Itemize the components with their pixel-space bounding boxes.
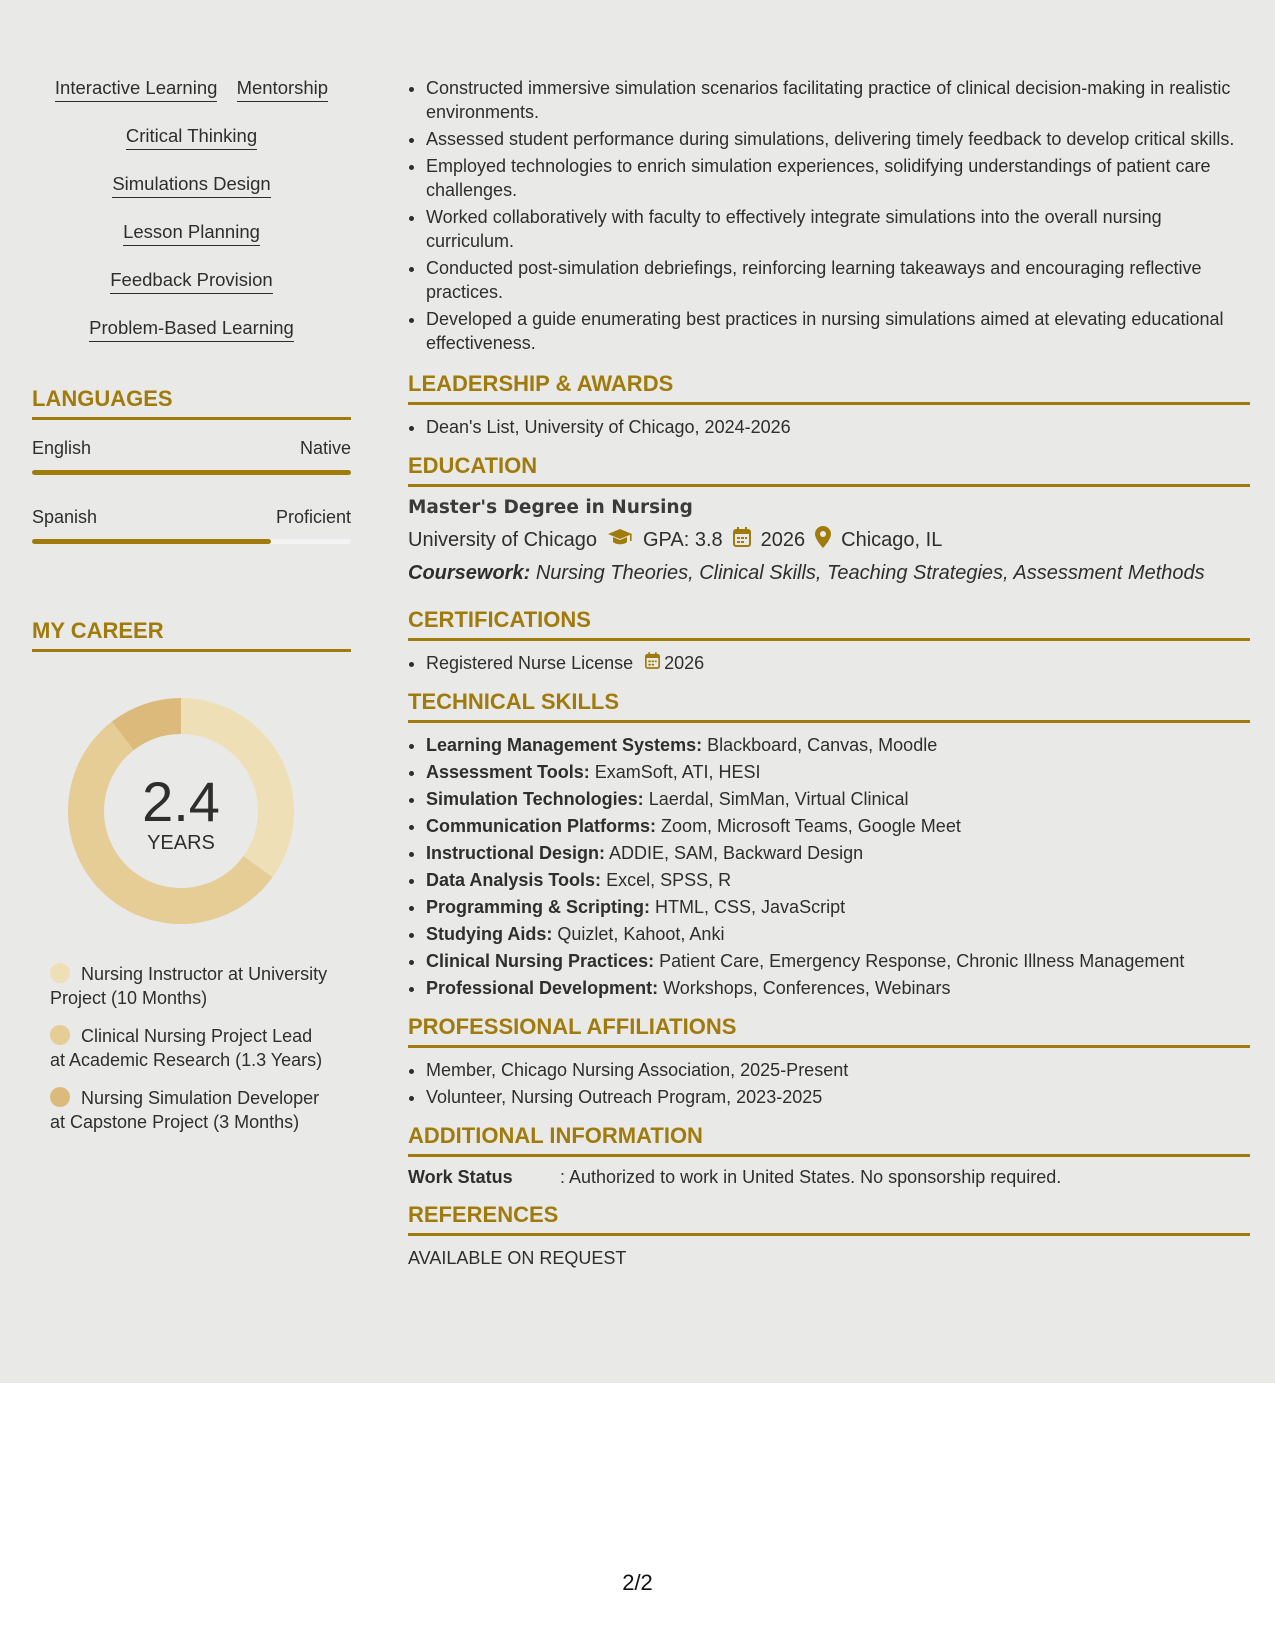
calendar-icon [645, 651, 660, 675]
right-column [408, 76, 1250, 1269]
skill-category: Learning Management Systems: [426, 735, 703, 755]
education-degree: Master's Degree in Nursing [408, 497, 693, 518]
affiliations-section [408, 1014, 1250, 1109]
skill-values: Quizlet, Kahoot, Anki [557, 924, 725, 944]
references-title: REFERENCES [408, 1202, 1250, 1236]
work-status-value: : Authorized to work in United States. No sponsorship required. [560, 1167, 1062, 1187]
coursework-label: Coursework: [408, 562, 531, 584]
graduation-cap-icon [607, 528, 633, 552]
language-item [32, 436, 351, 475]
technical-skill-item [426, 868, 1250, 892]
language-bar [32, 539, 351, 544]
education-coursework [408, 562, 1250, 585]
legend-dot [50, 1025, 70, 1045]
references-text: AVAILABLE ON REQUEST [408, 1248, 627, 1268]
certifications-title: CERTIFICATIONS [408, 607, 1250, 641]
legend-label: Nursing Instructor at University Project (10 Months) [50, 964, 328, 1008]
skill-row [32, 268, 351, 294]
skill-tag: Simulations Design [112, 172, 270, 198]
legend-label: Nursing Simulation Developer at Capstone Project (3 Months) [50, 1088, 320, 1132]
language-bar-fill [32, 539, 271, 544]
legend-item [50, 1086, 330, 1134]
certifications-section [408, 607, 1250, 675]
skill-category: Data Analysis Tools: [426, 870, 602, 890]
skill-values: Blackboard, Canvas, Moodle [707, 735, 938, 755]
language-item [32, 505, 351, 544]
technical-skill-item [426, 760, 1250, 784]
language-level: Native [299, 438, 351, 458]
career-donut [66, 696, 296, 926]
skill-tag: Feedback Provision [110, 268, 272, 294]
technical-skills-list [408, 733, 1250, 1000]
technical-skill-item [426, 976, 1250, 1000]
page-number: 2/2 [622, 1570, 653, 1595]
technical-skill-item [426, 814, 1250, 838]
skill-row [32, 76, 351, 102]
skill-values: ADDIE, SAM, Backward Design [609, 843, 864, 863]
skill-row [32, 124, 351, 150]
skill-category: Studying Aids: [426, 924, 553, 944]
skill-values: HTML, CSS, JavaScript [655, 897, 846, 917]
technical-skills-title: TECHNICAL SKILLS [408, 689, 1250, 723]
skill-tag: Critical Thinking [126, 124, 257, 150]
technical-skill-item [426, 841, 1250, 865]
skill-values: Patient Care, Emergency Response, Chronic Illness Management [659, 951, 1185, 971]
experience-bullet: • Conducted post-simulation debriefings, reinforcing learning takeaways and encouraging reflective practices. [426, 256, 1250, 304]
language-level: Proficient [275, 507, 351, 527]
calendar-icon [733, 527, 751, 553]
leadership-title: LEADERSHIP & AWARDS [408, 371, 1250, 405]
language-name: Spanish [32, 507, 98, 527]
language-bar-fill [32, 470, 351, 475]
education-school: University of Chicago [408, 528, 597, 551]
work-status-row [408, 1167, 1250, 1188]
experience-bullet: • Developed a guide enumerating best practices in nursing simulations aimed at elevating educational effectiveness. [426, 307, 1250, 355]
experience-bullet: • Constructed immersive simulation scenarios facilitating practice of clinical decision-making in realistic environments. [426, 76, 1250, 124]
references-section [408, 1202, 1250, 1269]
technical-skill-item [426, 733, 1250, 757]
skill-row [32, 220, 351, 246]
skill-values: ExamSoft, ATI, HESI [594, 762, 761, 782]
technical-skill-item [426, 787, 1250, 811]
skill-category: Clinical Nursing Practices: [426, 951, 655, 971]
skill-tag: Mentorship [237, 76, 329, 102]
certification-year: 2026 [664, 653, 705, 673]
certification-item [426, 651, 1250, 675]
location-pin-icon [815, 526, 831, 554]
skill-category: Assessment Tools: [426, 762, 590, 782]
experience-bullet: • Assessed student performance during simulations, delivering timely feedback to develop critical skills. [426, 127, 1250, 151]
technical-skill-item [426, 895, 1250, 919]
affiliations-title: PROFESSIONAL AFFILIATIONS [408, 1014, 1250, 1048]
skill-tag: Interactive Learning [55, 76, 218, 102]
legend-item [50, 1024, 330, 1072]
education-year: 2026 [760, 528, 806, 551]
languages-title: LANGUAGES [32, 386, 351, 420]
skill-values: Zoom, Microsoft Teams, Google Meet [661, 816, 961, 836]
additional-info-section [408, 1123, 1250, 1188]
career-legend [50, 962, 330, 1134]
additional-info-title: ADDITIONAL INFORMATION [408, 1123, 1250, 1157]
career-title: MY CAREER [32, 618, 351, 652]
skill-category: Communication Platforms: [426, 816, 657, 836]
legend-dot [50, 1087, 70, 1107]
technical-skill-item [426, 949, 1250, 973]
education-title: EDUCATION [408, 453, 1250, 487]
affiliation-item: • Volunteer, Nursing Outreach Program, 2023-2025 [426, 1085, 1250, 1109]
certification-name: • Registered Nurse License [426, 653, 634, 673]
education-details [408, 526, 1250, 554]
career-total: 2.4 [142, 770, 220, 833]
skill-tag: Problem-Based Learning [89, 316, 294, 342]
education-section [408, 453, 1250, 585]
skills-list [32, 76, 351, 342]
technical-skill-item [426, 922, 1250, 946]
skill-category: Programming & Scripting: [426, 897, 651, 917]
skill-values: Workshops, Conferences, Webinars [663, 978, 951, 998]
leadership-section [408, 371, 1250, 439]
leadership-item: • Dean's List, University of Chicago, 2024-2026 [426, 415, 1250, 439]
education-gpa: GPA: 3.8 [642, 528, 723, 551]
skill-category: Instructional Design: [426, 843, 606, 863]
affiliation-item: • Member, Chicago Nursing Association, 2025-Present [426, 1058, 1250, 1082]
left-column [32, 76, 351, 1148]
experience-bullets [408, 76, 1250, 355]
career-section [32, 618, 351, 1134]
language-name: English [32, 438, 92, 458]
languages-section [32, 386, 351, 544]
skill-row [32, 172, 351, 198]
experience-bullet: • Employed technologies to enrich simulation experiences, solidifying understandings of patient care challenges. [426, 154, 1250, 202]
skill-row [32, 316, 351, 342]
education-location: Chicago, IL [841, 528, 943, 551]
legend-item [50, 962, 330, 1010]
skill-category: Simulation Technologies: [426, 789, 644, 809]
coursework-value: Nursing Theories, Clinical Skills, Teaching Strategies, Assessment Methods [535, 562, 1205, 584]
skill-category: Professional Development: [426, 978, 659, 998]
technical-skills-section [408, 689, 1250, 1000]
work-status-label: Work Status [408, 1167, 513, 1187]
skill-values: Laerdal, SimMan, Virtual Clinical [648, 789, 909, 809]
language-bar [32, 470, 351, 475]
career-unit: YEARS [147, 832, 215, 854]
skill-values: Excel, SPSS, R [606, 870, 732, 890]
legend-label: Clinical Nursing Project Lead at Academic Research (1.3 Years) [50, 1026, 323, 1070]
legend-dot [50, 963, 70, 983]
experience-bullet: • Worked collaboratively with faculty to effectively integrate simulations into the overall nursing curriculum. [426, 205, 1250, 253]
skill-tag: Lesson Planning [123, 220, 260, 246]
